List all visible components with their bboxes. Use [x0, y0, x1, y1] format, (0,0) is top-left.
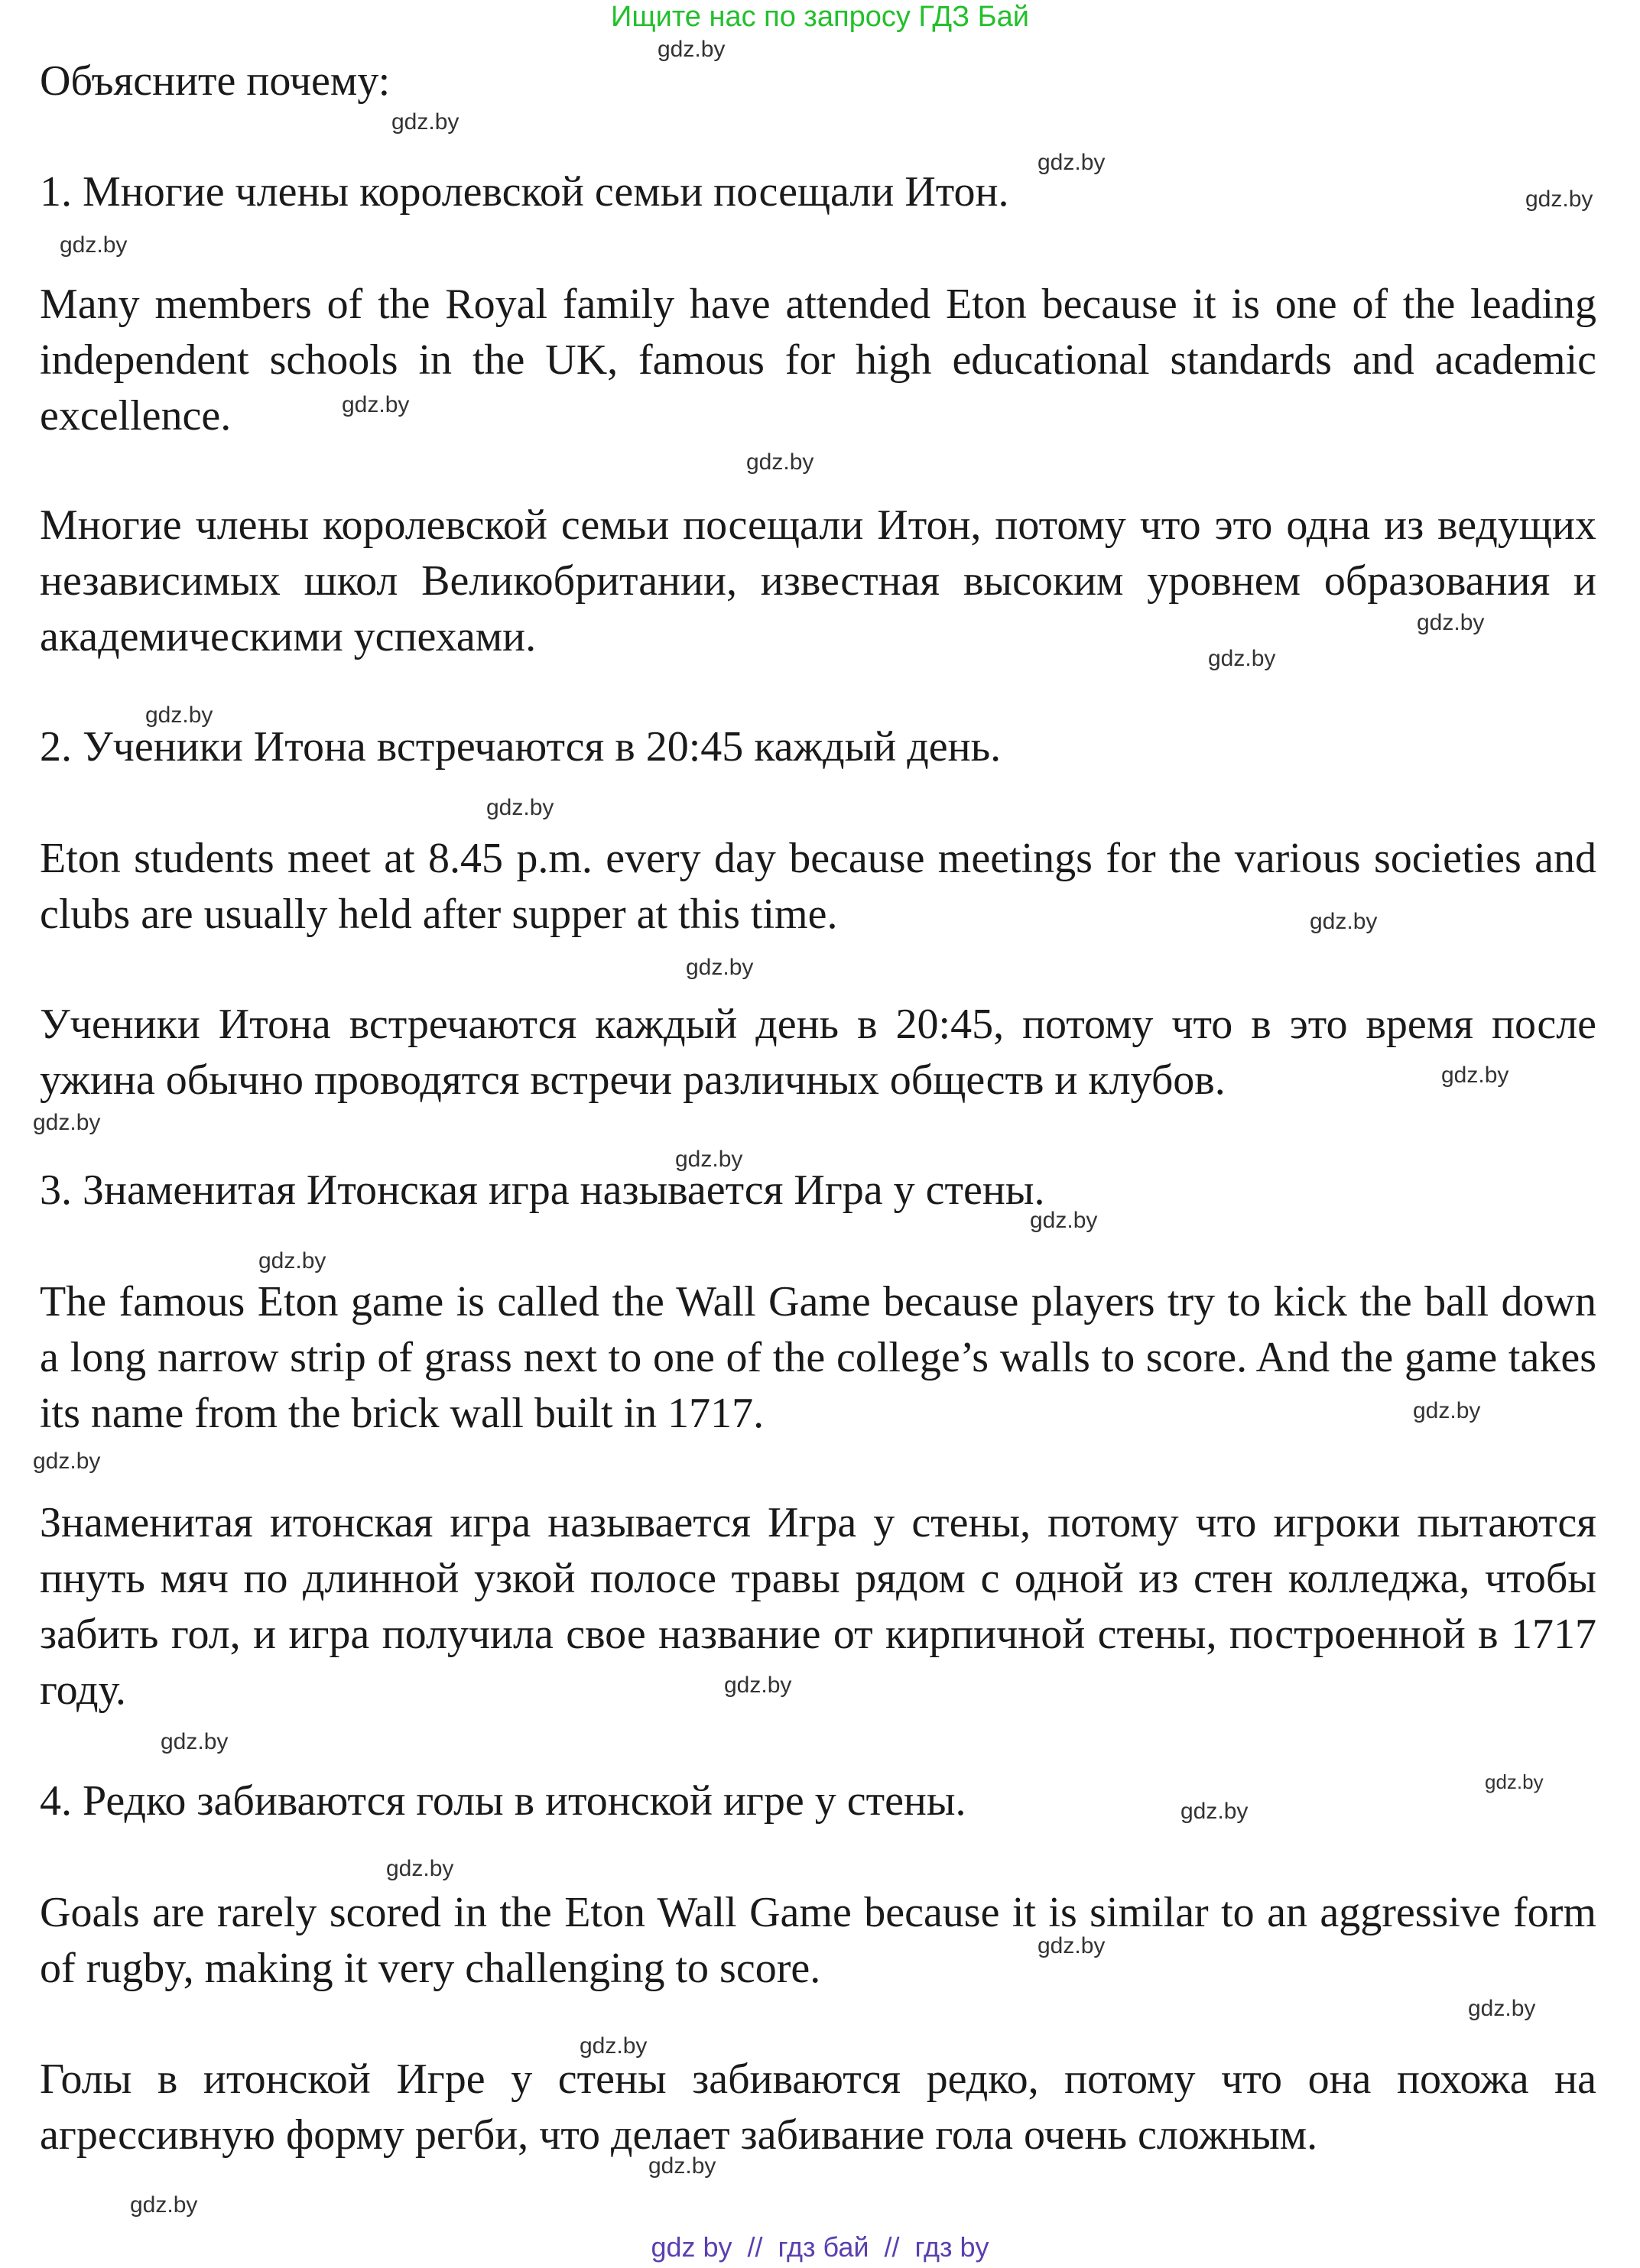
- watermark: gdz.by: [1468, 1996, 1536, 2021]
- footer: gdz by // гдз бай // гдз by: [651, 2231, 989, 2263]
- watermark: gdz.by: [1038, 150, 1106, 175]
- question-2: 2. Ученики Итона встречаются в 20:45 каждый день.: [40, 723, 1002, 771]
- watermark: gdz.by: [1310, 909, 1378, 934]
- answer-1-russian: Многие члены королевской семьи посещали Итон, потому что это одна из ведущих независимых школ Великобритании, известная высоким уровнем образования и академическими успехами.: [40, 501, 1596, 660]
- watermark: gdz.by: [130, 2192, 198, 2218]
- answer-3-english: The famous Eton game is called the Wall Game because players try to kick the ball down a long narrow strip of grass next to one of the college’s walls to score. And the game takes its name from the brick wall built in 1717.: [40, 1278, 1596, 1437]
- watermark: gdz.by: [1417, 610, 1485, 635]
- watermark: gdz.by: [1525, 187, 1593, 212]
- watermark: gdz.by: [161, 1729, 229, 1754]
- answer-4-english: Goals are rarely scored in the Eton Wall Game because it is similar to an aggressive form of rugby, making it very challenging to score.: [40, 1889, 1596, 1992]
- question-3: 3. Знаменитая Итонская игра называется Игра у стены.: [40, 1166, 1045, 1214]
- watermark: gdz.by: [391, 109, 460, 135]
- answer-2-russian: Ученики Итона встречаются каждый день в 20:45, потому что в это время после ужина обычно проводятся встречи различных обществ и клубов.: [40, 1001, 1596, 1104]
- top-banner: Ищите нас по запросу ГДЗ Бай: [611, 1, 1029, 33]
- watermark: gdz.by: [1180, 1799, 1249, 1824]
- watermark: gdz.by: [686, 955, 754, 980]
- watermark: gdz.by: [1030, 1208, 1098, 1233]
- watermark: gdz.by: [33, 1110, 101, 1135]
- answer-4-russian: Голы в итонской Игре у стены забиваются редко, потому что она похожа на агрессивную форму регби, что делает забивание гола очень сложным.: [40, 2055, 1596, 2159]
- question-1: 1. Многие члены королевской семьи посещали Итон.: [40, 168, 1009, 216]
- section-heading: Объясните почему:: [40, 57, 391, 105]
- watermark: gdz.by: [342, 392, 410, 417]
- question-4: 4. Редко забиваются голы в итонской игре у стены.: [40, 1777, 966, 1825]
- answer-2-english: Eton students meet at 8.45 p.m. every day because meetings for the various societies and clubs are usually held after supper at this time.: [40, 835, 1596, 938]
- watermark: gdz.by: [658, 37, 726, 62]
- answer-1-english: Many members of the Royal family have attended Eton because it is one of the leading independent schools in the UK, famous for high educational standards and academic excellence.: [40, 281, 1596, 440]
- watermark: gdz.by: [746, 449, 814, 475]
- watermark: gdz.by: [580, 2033, 648, 2059]
- watermark: gdz.by: [1038, 1933, 1106, 1958]
- watermark: gdz.by: [33, 1449, 101, 1474]
- watermark: gdz.by: [486, 795, 554, 820]
- watermark: gdz.by: [60, 232, 128, 258]
- watermark: gdz.by: [258, 1248, 326, 1274]
- watermark: gdz.by: [675, 1147, 743, 1172]
- watermark: gdz.by: [145, 702, 213, 728]
- watermark: gdz.by: [1413, 1398, 1481, 1423]
- watermark: gdz.by: [1441, 1063, 1509, 1088]
- watermark: gdz.by: [386, 1856, 454, 1881]
- watermark: gdz.by: [724, 1673, 792, 1698]
- watermark: gdz.by: [648, 2153, 716, 2179]
- watermark: gdz.by: [1485, 1770, 1544, 1793]
- watermark: gdz.by: [1208, 646, 1276, 671]
- answer-3-russian: Знаменитая итонская игра называется Игра у стены, потому что игроки пытаются пнуть мяч по длинной узкой полосе травы рядом с одной из стен колледжа, чтобы забить гол, и игра получила свое название от кирпичной стены, построенной в 1717 году.: [40, 1499, 1596, 1714]
